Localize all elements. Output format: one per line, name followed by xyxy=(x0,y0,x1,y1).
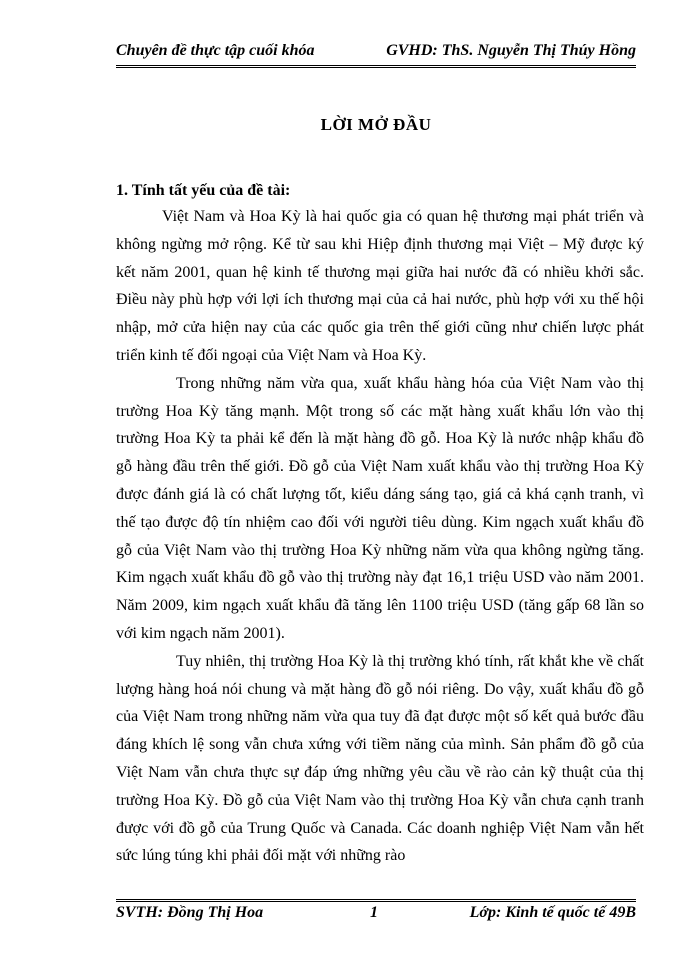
section-heading: 1. Tính tất yếu của đề tài: xyxy=(116,182,291,199)
page-title: LỜI MỞ ĐẦU xyxy=(320,115,432,134)
body-text xyxy=(116,203,644,870)
paragraph-1: Việt Nam và Hoa Kỳ là hai quốc gia có quan hệ thương mại phát triển và không ngừng mở rộng. Kể từ sau khi Hiệp định thương mại Việt – Mỹ được ký kết năm 2001, quan hệ kinh tế thương mại giữa hai nước đã có nhiều khởi sắc. Điều này phù hợp với lợi ích thương mại của cả hai nước, phù hợp với xu thế hội nhập, mở cửa hiện nay của các quốc gia trên thế giới cũng như chiến lược phát triển kinh tế đối ngoại của Việt Nam và Hoa Kỳ. xyxy=(116,208,644,364)
footer-class: Lớp: Kinh tế quốc tế 49B xyxy=(469,904,636,921)
header-supervisor: GVHD: ThS. Nguyễn Thị Thúy Hồng xyxy=(386,42,636,59)
paragraph-2: Trong những năm vừa qua, xuất khẩu hàng hóa của Việt Nam vào thị trường Hoa Kỳ tăng mạnh. Một trong số các mặt hàng xuất khẩu lớn vào thị trường Hoa Kỳ ta phải kể đến là mặt hàng đồ gỗ. Hoa Kỳ là nước nhập khẩu đồ gỗ hàng đầu trên thế giới. Đồ gỗ của Việt Nam xuất khẩu vào thị trường Hoa Kỳ được đánh giá là có chất lượng tốt, kiểu dáng sáng tạo, giá cả khá cạnh tranh, vì thế tạo được độ tín nhiệm cao đối với người tiêu dùng. Kim ngạch xuất khẩu đồ gỗ của Việt Nam vào thị trường Hoa Kỳ những năm vừa qua không ngừng tăng. Kim ngạch xuất khẩu đồ gỗ vào thị trường này đạt 16,1 triệu USD vào năm 2001. Năm 2009, kim ngạch xuất khẩu đã tăng lên 1100 triệu USD (tăng gấp 68 lần so với kim ngạch năm 2001). xyxy=(116,374,644,642)
page-number: 1 xyxy=(370,904,378,921)
footer-student: SVTH: Đồng Thị Hoa xyxy=(116,904,264,921)
footer-divider xyxy=(116,899,636,902)
page-footer xyxy=(116,904,636,928)
paragraph-3: Tuy nhiên, thị trường Hoa Kỳ là thị trường khó tính, rất khắt khe về chất lượng hàng hoá nói chung và mặt hàng đồ gỗ nói riêng. Do vậy, xuất khẩu đồ gỗ của Việt Nam trong những năm vừa qua tuy đã đạt được một số kết quả bước đầu đáng khích lệ song vẫn chưa xứng với tiềm năng của mình. Sản phẩm đồ gỗ của Việt Nam vẫn chưa thực sự đáp ứng những yêu cầu về rào cản kỹ thuật của thị trường Hoa Kỳ. Đồ gỗ của Việt Nam vào thị trường Hoa Kỳ vẫn chưa cạnh tranh được với đồ gỗ của Trung Quốc và Canada. Các doanh nghiệp Việt Nam vẫn hết sức lúng túng khi phải đối mặt với những rào xyxy=(116,652,644,865)
page-header xyxy=(116,38,636,62)
header-divider xyxy=(116,65,636,68)
header-document-title: Chuyên đề thực tập cuối khóa xyxy=(116,42,315,59)
